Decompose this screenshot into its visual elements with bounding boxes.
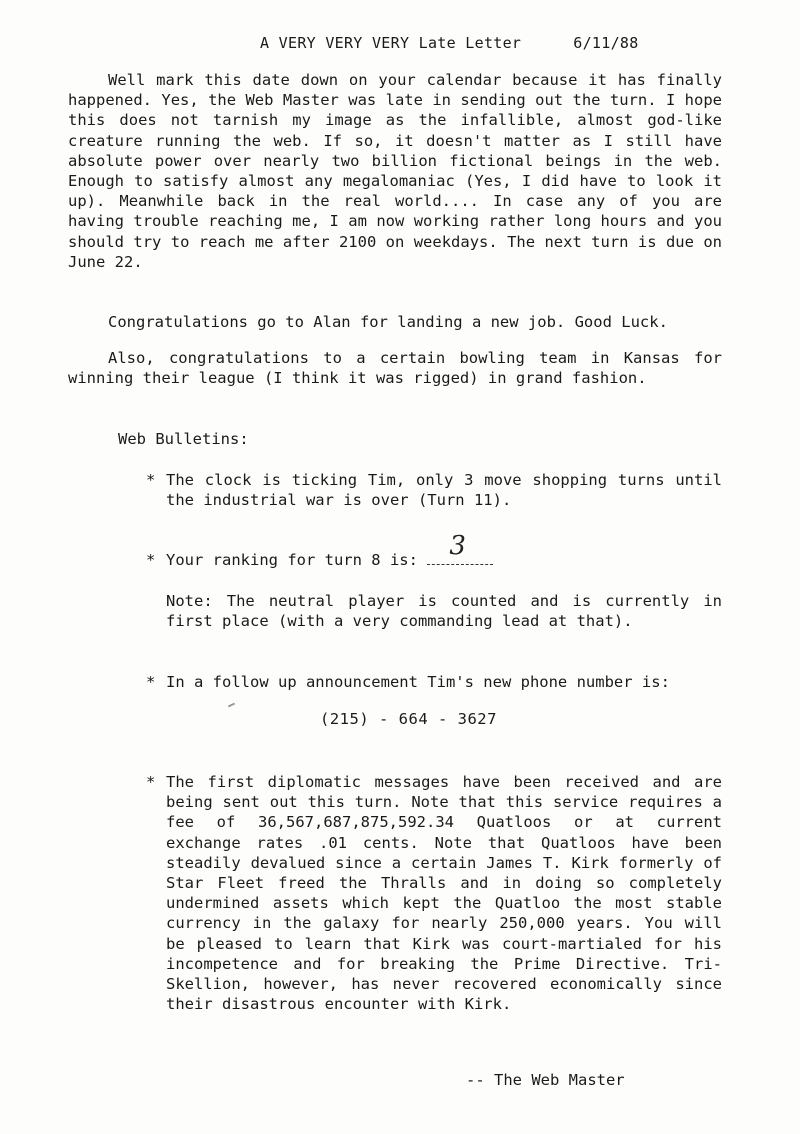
ink-speck (228, 703, 235, 708)
ranking-note: Note: The neutral player is counted and is currently in first place (with a very commanding lead at that). (166, 592, 722, 631)
bulletin-item-phone (146, 672, 722, 692)
paragraph-late-letter: Well mark this date down on your calendar because it has finally happened. Yes, the Web Master was late in sending out the turn. I hope this does not tarnish my image as the infallible, almost god-like creature running the web. If so, it doesn't matter as I still have absolute power over nearly two billion fictional beings in the web. Enough to satisfy almost any megalomaniac (Yes, I did have to look it up). Meanwhile back in the real world.... In case any of you are having trouble reaching me, I am now working rather long hours and you should try to reach me after 2100 on weekdays. The next turn is due on June 22. (68, 71, 722, 271)
paragraph-congratulations-bowling: Also, congratulations to a certain bowling team in Kansas for winning their league (I think it was rigged) in grand fashion. (68, 349, 722, 388)
paragraph-congratulations-alan: Congratulations go to Alan for landing a new job. Good Luck. (108, 313, 668, 331)
bulletin-text: Your ranking for turn 8 is: (166, 551, 418, 569)
bulletin-text: The clock is ticking Tim, only 3 move shopping turns until the industrial war is over (Turn 11). (166, 471, 722, 510)
letter-title: A VERY VERY VERY Late Letter (260, 34, 522, 52)
bullet-asterisk: * (146, 773, 156, 791)
bullet-asterisk: * (146, 471, 156, 489)
handwritten-ranking-value: 3 (449, 531, 466, 561)
signature: -- The Web Master (466, 1071, 625, 1089)
ranking-blank (427, 531, 493, 565)
bulletin-text: In a follow up announcement Tim's new phone number is: (166, 673, 670, 691)
bulletin-item (146, 470, 722, 510)
bullet-asterisk: * (146, 673, 156, 691)
bulletin-item-ranking (146, 531, 722, 570)
bulletin-ranking-line (166, 531, 722, 570)
letter-header (260, 34, 639, 52)
bulletins-heading: Web Bulletins: (118, 430, 249, 448)
phone-number: (215) - 664 - 3627 (320, 710, 497, 728)
bullet-asterisk: * (146, 551, 156, 569)
letter-date: 6/11/88 (573, 34, 639, 52)
bulletin-text: The first diplomatic messages have been received and are being sent out this turn. Note that this service requires a fee of 36,567,687,875,592.34 Quatloos or at current exchange rates .01 cents. Note that Quatloos have been steadily devalued since a certain James T. Kirk formerly of Star Fleet freed the Thralls and in doing so completely undermined assets which kept the Quatloo the most stable currency in the galaxy for nearly 250,000 years. You will be pleased to learn that Kirk was court-martialed for his incompetence and for breaking the Prime Directive. Tri-Skellion, however, has never recovered economically since their disastrous encounter with Kirk. (166, 773, 722, 1014)
bulletin-item-diplomacy (146, 772, 722, 1014)
